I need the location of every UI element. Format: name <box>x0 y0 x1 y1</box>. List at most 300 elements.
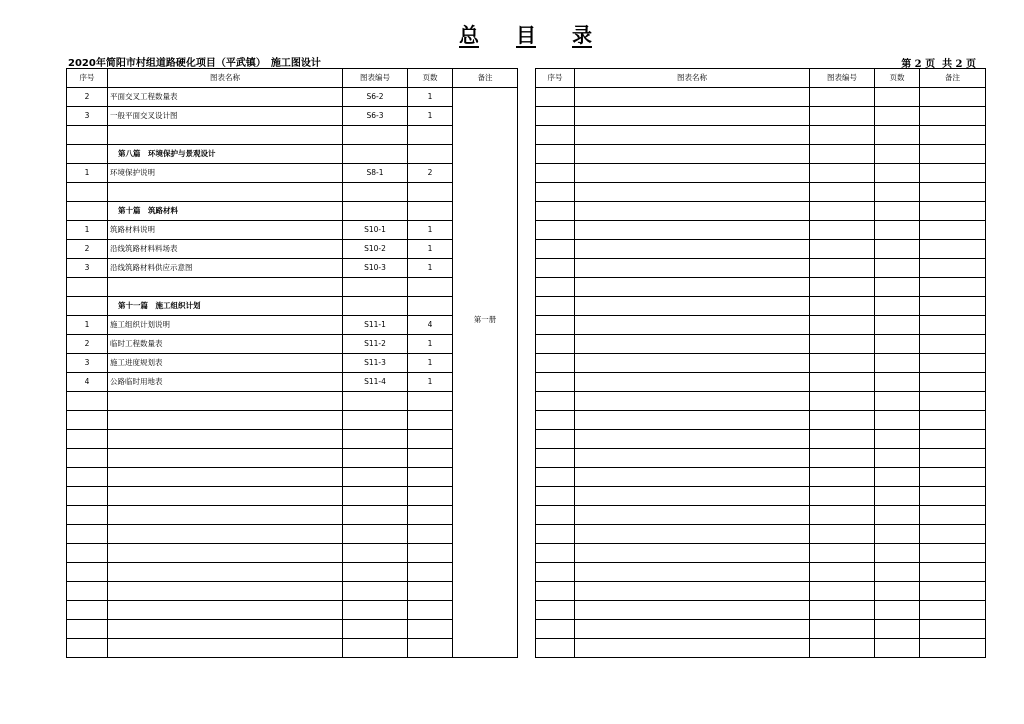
cell-name: 沿线筑路材料供应示意图 <box>108 259 343 278</box>
section-heading: 第十一篇 施工组织计划 <box>108 297 343 316</box>
cell-code <box>810 411 875 430</box>
cell-pages <box>408 411 453 430</box>
cell-pages <box>875 449 920 468</box>
cell-no: 1 <box>67 221 108 240</box>
cell-name <box>575 297 810 316</box>
cell-no <box>536 183 575 202</box>
cell-code: S11-4 <box>343 373 408 392</box>
cell-pages: 1 <box>408 259 453 278</box>
cell-pages: 1 <box>408 107 453 126</box>
table-row <box>67 297 518 316</box>
cell-pages <box>875 278 920 297</box>
cell-pages <box>875 354 920 373</box>
cell-pages <box>408 582 453 601</box>
cell-pages <box>875 145 920 164</box>
cell-remark <box>920 183 986 202</box>
project-title: 2020年简阳市村组道路硬化项目（平武镇） 施工图设计 <box>68 58 321 69</box>
header-remark: 备注 <box>453 69 518 88</box>
cell-no <box>536 487 575 506</box>
cell-pages <box>875 88 920 107</box>
table-row <box>67 145 518 164</box>
table-row <box>67 487 518 506</box>
table-row <box>536 145 986 164</box>
cell-no <box>536 601 575 620</box>
header-no: 序号 <box>536 69 575 88</box>
cell-no <box>536 620 575 639</box>
cell-code: S11-1 <box>343 316 408 335</box>
cell-remark <box>920 373 986 392</box>
cell-pages <box>875 430 920 449</box>
cell-code <box>343 145 408 164</box>
cell-pages <box>408 392 453 411</box>
cell-pages <box>408 639 453 658</box>
cell-name <box>575 601 810 620</box>
cell-code <box>343 278 408 297</box>
cell-no <box>536 449 575 468</box>
cell-code <box>343 601 408 620</box>
table-row <box>67 278 518 297</box>
cell-code <box>343 449 408 468</box>
cell-name <box>575 620 810 639</box>
cell-name <box>575 392 810 411</box>
cell-pages: 4 <box>408 316 453 335</box>
table-row <box>536 88 986 107</box>
cell-code <box>810 164 875 183</box>
cell-pages <box>408 601 453 620</box>
cell-pages <box>875 544 920 563</box>
cell-no <box>67 506 108 525</box>
cell-name <box>575 107 810 126</box>
cell-code <box>810 601 875 620</box>
cell-name <box>575 335 810 354</box>
cell-no <box>536 278 575 297</box>
cell-name <box>108 544 343 563</box>
title-char-1: 总 <box>459 23 479 47</box>
cell-name <box>575 240 810 259</box>
cell-pages <box>875 202 920 221</box>
cell-remark <box>920 430 986 449</box>
cell-name: 公路临时用地表 <box>108 373 343 392</box>
table-row <box>536 107 986 126</box>
cell-name <box>575 259 810 278</box>
table-row <box>67 392 518 411</box>
cell-name <box>575 487 810 506</box>
cell-pages <box>875 487 920 506</box>
cell-no <box>67 487 108 506</box>
cell-name <box>108 563 343 582</box>
cell-code <box>810 582 875 601</box>
table-row <box>536 392 986 411</box>
table-row <box>67 259 518 278</box>
cell-code <box>343 468 408 487</box>
cell-pages: 1 <box>408 354 453 373</box>
table-row <box>67 430 518 449</box>
cell-name <box>108 582 343 601</box>
table-row <box>67 373 518 392</box>
cell-remark <box>920 164 986 183</box>
cell-no: 2 <box>67 335 108 354</box>
table-row <box>67 316 518 335</box>
cell-no: 3 <box>67 259 108 278</box>
cell-name <box>575 88 810 107</box>
header-remark: 备注 <box>920 69 986 88</box>
table-row <box>536 468 986 487</box>
cell-no <box>536 392 575 411</box>
cell-remark <box>920 240 986 259</box>
cell-name <box>575 164 810 183</box>
cell-remark <box>920 582 986 601</box>
cell-remark <box>920 259 986 278</box>
cell-name <box>575 430 810 449</box>
cell-name: 施工进度规划表 <box>108 354 343 373</box>
table-row <box>67 183 518 202</box>
cell-code <box>810 430 875 449</box>
cell-pages <box>408 126 453 145</box>
table-row <box>536 582 986 601</box>
cell-code <box>810 468 875 487</box>
cell-name <box>575 278 810 297</box>
cell-pages <box>875 221 920 240</box>
cell-code <box>810 316 875 335</box>
cell-code: S11-3 <box>343 354 408 373</box>
cell-name <box>108 278 343 297</box>
table-row <box>536 183 986 202</box>
cell-name <box>108 392 343 411</box>
cell-name <box>108 601 343 620</box>
cell-code: S10-2 <box>343 240 408 259</box>
table-header-row <box>536 69 986 88</box>
table-row <box>67 107 518 126</box>
cell-code <box>810 126 875 145</box>
cell-code <box>810 525 875 544</box>
cell-name <box>108 183 343 202</box>
cell-pages <box>408 487 453 506</box>
cell-no <box>536 259 575 278</box>
cell-no <box>67 145 108 164</box>
cell-code <box>810 620 875 639</box>
cell-name <box>108 487 343 506</box>
header-pages: 页数 <box>408 69 453 88</box>
table-row <box>67 202 518 221</box>
cell-no <box>67 430 108 449</box>
cell-code <box>343 487 408 506</box>
table-row <box>67 620 518 639</box>
cell-no <box>536 221 575 240</box>
cell-code: S11-2 <box>343 335 408 354</box>
cell-code <box>810 297 875 316</box>
table-row <box>536 297 986 316</box>
cell-no <box>536 373 575 392</box>
cell-code: S8-1 <box>343 164 408 183</box>
table-row <box>536 601 986 620</box>
table-row <box>536 449 986 468</box>
cell-pages <box>408 620 453 639</box>
cell-name <box>575 582 810 601</box>
cell-code <box>810 202 875 221</box>
table-row <box>67 449 518 468</box>
table-row <box>67 544 518 563</box>
cell-no <box>536 145 575 164</box>
cell-no <box>536 107 575 126</box>
cell-pages <box>408 297 453 316</box>
cell-pages <box>408 183 453 202</box>
cell-remark <box>920 107 986 126</box>
cell-name <box>575 202 810 221</box>
cell-code <box>810 335 875 354</box>
cell-code <box>343 430 408 449</box>
cell-pages <box>408 202 453 221</box>
cell-remark <box>920 487 986 506</box>
cell-code <box>810 88 875 107</box>
remark-volume: 第一册 <box>473 314 497 324</box>
section-heading: 第八篇 环境保护与景观设计 <box>108 145 343 164</box>
cell-name: 临时工程数量表 <box>108 335 343 354</box>
cell-pages: 2 <box>408 164 453 183</box>
cell-pages <box>875 297 920 316</box>
cell-pages <box>875 525 920 544</box>
cell-no <box>67 183 108 202</box>
cell-code <box>810 278 875 297</box>
cell-no: 2 <box>67 240 108 259</box>
cell-no <box>536 126 575 145</box>
cell-no <box>536 430 575 449</box>
cell-code <box>810 183 875 202</box>
cell-no <box>536 411 575 430</box>
cell-code <box>810 221 875 240</box>
table-row <box>536 563 986 582</box>
cell-code <box>810 563 875 582</box>
cell-pages <box>875 582 920 601</box>
cell-code <box>343 202 408 221</box>
cell-no <box>536 506 575 525</box>
cell-remark <box>920 544 986 563</box>
cell-name <box>575 525 810 544</box>
table-header-row <box>67 69 518 88</box>
cell-no <box>67 392 108 411</box>
cell-name: 施工组织计划说明 <box>108 316 343 335</box>
table-row <box>536 354 986 373</box>
cell-pages <box>408 544 453 563</box>
cell-name: 环境保护说明 <box>108 164 343 183</box>
cell-code: S6-3 <box>343 107 408 126</box>
table-row <box>536 126 986 145</box>
cell-remark <box>920 601 986 620</box>
table-row <box>67 506 518 525</box>
cell-name: 筑路材料说明 <box>108 221 343 240</box>
cell-no <box>536 525 575 544</box>
cell-pages: 1 <box>408 240 453 259</box>
table-row <box>536 620 986 639</box>
cell-remark <box>920 221 986 240</box>
table-row <box>536 202 986 221</box>
cell-name <box>575 126 810 145</box>
cell-name <box>575 449 810 468</box>
cell-pages <box>875 563 920 582</box>
header-name: 图表名称 <box>108 69 343 88</box>
cell-no <box>536 240 575 259</box>
cell-no: 1 <box>67 316 108 335</box>
cell-code <box>810 506 875 525</box>
cell-no <box>67 582 108 601</box>
cell-no <box>67 468 108 487</box>
table-row <box>67 411 518 430</box>
cell-code <box>343 544 408 563</box>
cell-name <box>575 411 810 430</box>
table-row <box>67 335 518 354</box>
cell-no <box>536 164 575 183</box>
table-row <box>536 373 986 392</box>
cell-name <box>108 620 343 639</box>
cell-pages: 1 <box>408 221 453 240</box>
cell-pages <box>408 563 453 582</box>
header-no: 序号 <box>67 69 108 88</box>
cell-name <box>575 506 810 525</box>
cell-pages <box>875 601 920 620</box>
cell-no <box>536 563 575 582</box>
cell-name <box>575 373 810 392</box>
cell-remark <box>920 468 986 487</box>
cell-no: 1 <box>67 164 108 183</box>
cell-code <box>810 145 875 164</box>
cell-no <box>67 639 108 658</box>
table-row <box>536 221 986 240</box>
header-code: 图表编号 <box>810 69 875 88</box>
cell-remark <box>920 639 986 658</box>
cell-no <box>67 411 108 430</box>
cell-no <box>67 544 108 563</box>
cell-pages <box>875 240 920 259</box>
table-row <box>67 601 518 620</box>
cell-code <box>343 639 408 658</box>
cell-name <box>575 221 810 240</box>
cell-remark <box>920 449 986 468</box>
directory-table-left <box>66 68 518 658</box>
cell-name: 一般平面交叉设计图 <box>108 107 343 126</box>
cell-name <box>575 354 810 373</box>
cell-name <box>575 316 810 335</box>
cell-no <box>67 126 108 145</box>
table-row <box>536 164 986 183</box>
header-name: 图表名称 <box>575 69 810 88</box>
cell-remark <box>920 145 986 164</box>
cell-code <box>810 373 875 392</box>
table-row <box>67 468 518 487</box>
cell-code <box>343 525 408 544</box>
cell-no <box>536 468 575 487</box>
table-row <box>536 506 986 525</box>
table-row <box>536 335 986 354</box>
cell-pages <box>875 468 920 487</box>
cell-no <box>536 582 575 601</box>
cell-remark <box>920 335 986 354</box>
cell-code: S6-2 <box>343 88 408 107</box>
cell-no <box>67 278 108 297</box>
cell-pages <box>408 430 453 449</box>
cell-pages: 1 <box>408 88 453 107</box>
cell-pages <box>875 107 920 126</box>
cell-pages <box>875 164 920 183</box>
cell-pages <box>875 639 920 658</box>
cell-remark <box>920 202 986 221</box>
cell-no: 3 <box>67 354 108 373</box>
cell-no <box>536 202 575 221</box>
table-row <box>67 639 518 658</box>
cell-no <box>536 354 575 373</box>
cell-pages <box>875 411 920 430</box>
cell-name <box>108 639 343 658</box>
cell-code <box>810 449 875 468</box>
cell-pages <box>875 392 920 411</box>
cell-no <box>67 525 108 544</box>
table-row <box>67 354 518 373</box>
cell-remark <box>920 297 986 316</box>
cell-name <box>108 126 343 145</box>
cell-name: 平面交叉工程数量表 <box>108 88 343 107</box>
cell-pages <box>408 449 453 468</box>
cell-no <box>67 202 108 221</box>
title-char-3: 录 <box>572 23 592 47</box>
table-row <box>536 639 986 658</box>
cell-code <box>343 392 408 411</box>
cell-name <box>575 563 810 582</box>
directory-title <box>0 22 1024 50</box>
cell-code: S10-3 <box>343 259 408 278</box>
cell-code <box>810 259 875 278</box>
cell-pages <box>408 506 453 525</box>
section-heading: 第十篇 筑路材料 <box>108 202 343 221</box>
cell-code <box>343 411 408 430</box>
cell-pages: 1 <box>408 373 453 392</box>
cell-remark <box>453 88 518 658</box>
cell-code <box>343 183 408 202</box>
cell-pages <box>875 506 920 525</box>
cell-code <box>810 392 875 411</box>
cell-pages: 1 <box>408 335 453 354</box>
cell-no: 2 <box>67 88 108 107</box>
cell-remark <box>920 411 986 430</box>
cell-remark <box>920 354 986 373</box>
cell-name <box>575 639 810 658</box>
cell-no <box>536 639 575 658</box>
cell-no: 3 <box>67 107 108 126</box>
table-row <box>536 240 986 259</box>
cell-name <box>575 183 810 202</box>
cell-code <box>810 639 875 658</box>
cell-pages <box>875 373 920 392</box>
cell-no <box>67 449 108 468</box>
cell-remark <box>920 278 986 297</box>
table-row <box>536 259 986 278</box>
cell-code <box>343 297 408 316</box>
cell-pages <box>875 335 920 354</box>
cell-code <box>810 354 875 373</box>
cell-code <box>343 506 408 525</box>
cell-no <box>67 563 108 582</box>
cell-remark <box>920 392 986 411</box>
cell-remark <box>920 126 986 145</box>
table-row <box>536 525 986 544</box>
cell-name: 沿线筑路材料料场表 <box>108 240 343 259</box>
cell-name <box>575 145 810 164</box>
cell-name <box>575 544 810 563</box>
cell-no <box>67 601 108 620</box>
table-row <box>536 278 986 297</box>
cell-no <box>536 88 575 107</box>
cell-name <box>108 411 343 430</box>
cell-remark <box>920 88 986 107</box>
cell-remark <box>920 506 986 525</box>
directory-table-right <box>535 68 986 658</box>
